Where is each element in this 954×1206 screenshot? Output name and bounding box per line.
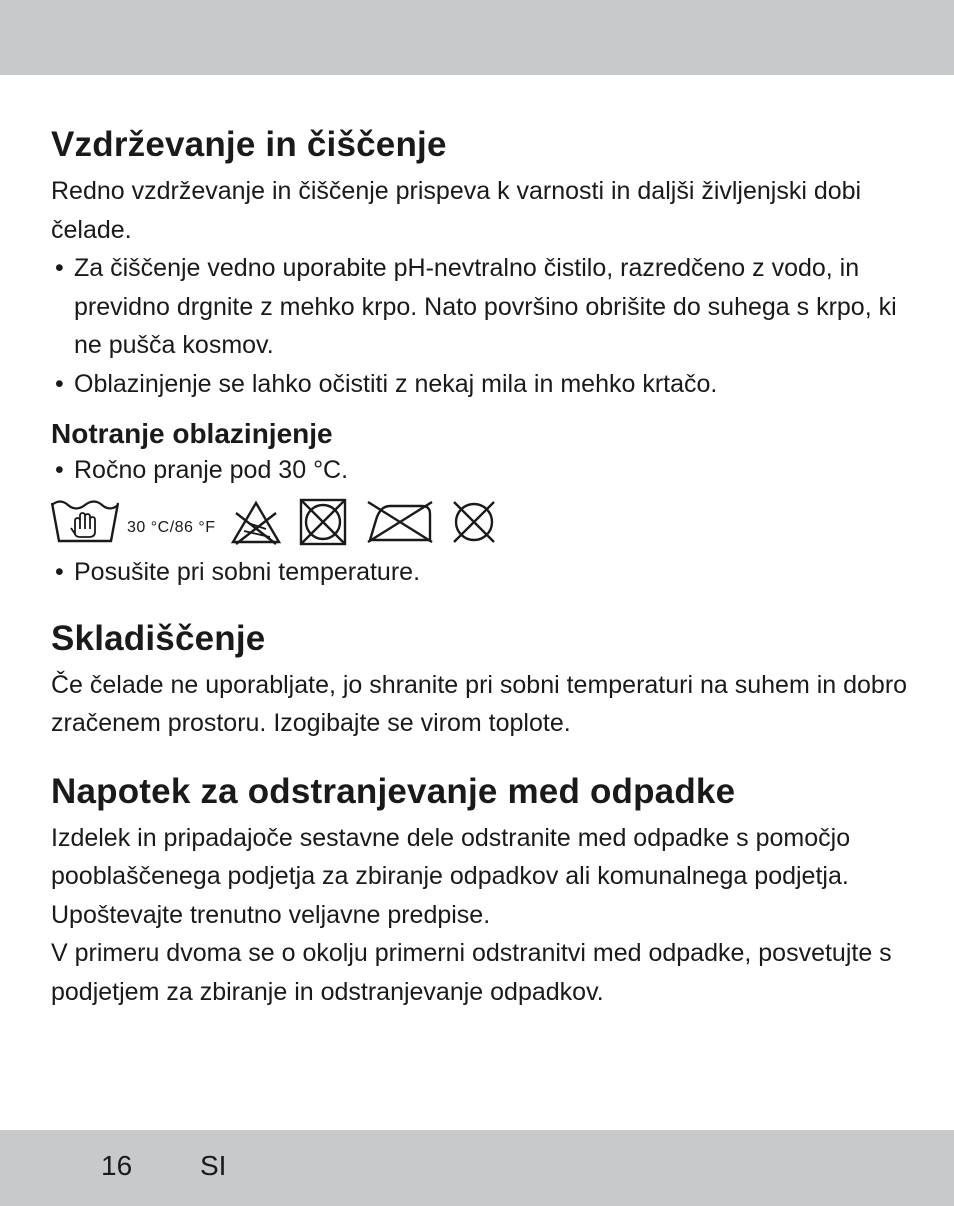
- storage-heading: Skladiščenje: [51, 618, 266, 658]
- no-dry-clean-icon: [448, 499, 500, 545]
- language-code: SI: [200, 1150, 227, 1181]
- care-heading: Vzdrževanje in čiščenje: [51, 125, 447, 164]
- care-intro: Redno vzdrževanje in čiščenje prispeva k varnosti in daljši življenjski dobi čelade.: [51, 177, 862, 244]
- care-bullet-item: • Oblazinjenje se lahko očistiti z nekaj mila in mehko krtačo.: [51, 365, 911, 404]
- wash-bullet-item: • Ročno pranje pod 30 °C.: [51, 451, 911, 490]
- no-iron-icon: [366, 500, 434, 544]
- wash-temperature-label: 30 °C/86 °F: [127, 519, 216, 537]
- header-band: [0, 0, 954, 75]
- dry-bullet-item: • Posušite pri sobni temperature.: [51, 553, 911, 592]
- storage-text: Če čelade ne uporabljate, jo shranite pri sobni temperaturi na suhem in dobro zračenem prostoru. Izogibajte se virom toplote.: [51, 670, 908, 738]
- care-bullet-list: [51, 249, 911, 403]
- hand-wash-icon: [51, 499, 119, 545]
- dry-bullet-list: [51, 553, 911, 592]
- page-number: 16: [101, 1150, 133, 1181]
- disposal-heading: Napotek za odstranjevanje med odpadke: [51, 771, 736, 811]
- footer-band: [0, 1130, 954, 1206]
- care-bullet-item: • Za čiščenje vedno uporabite pH-nevtralno čistilo, razredčeno z vodo, in previdno drgnite z mehko krpo. Nato površino obrišite do suhega s krpo, ki ne pušča kosmov.: [51, 249, 911, 365]
- wash-bullet-list: [51, 451, 911, 490]
- care-symbols: [51, 493, 911, 551]
- disposal-text-1: Izdelek in pripadajoče sestavne dele odstranite med odpadke s pomočjo pooblaščenega podjetja za zbiranje odpadkov ali komunalnega podjetja. Upoštevajte trenutno veljavne predpise.: [51, 823, 851, 929]
- padding-heading: Notranje oblazinjenje: [51, 418, 333, 449]
- page-content: [51, 120, 911, 1011]
- no-tumble-dry-icon: [298, 497, 348, 547]
- disposal-text-2: V primeru dvoma se o okolju primerni odstranitvi med odpadke, posvetujte s podjetjem za zbiranje in odstranjevanje odpadkov.: [51, 939, 892, 1006]
- no-bleach-icon: [230, 499, 282, 545]
